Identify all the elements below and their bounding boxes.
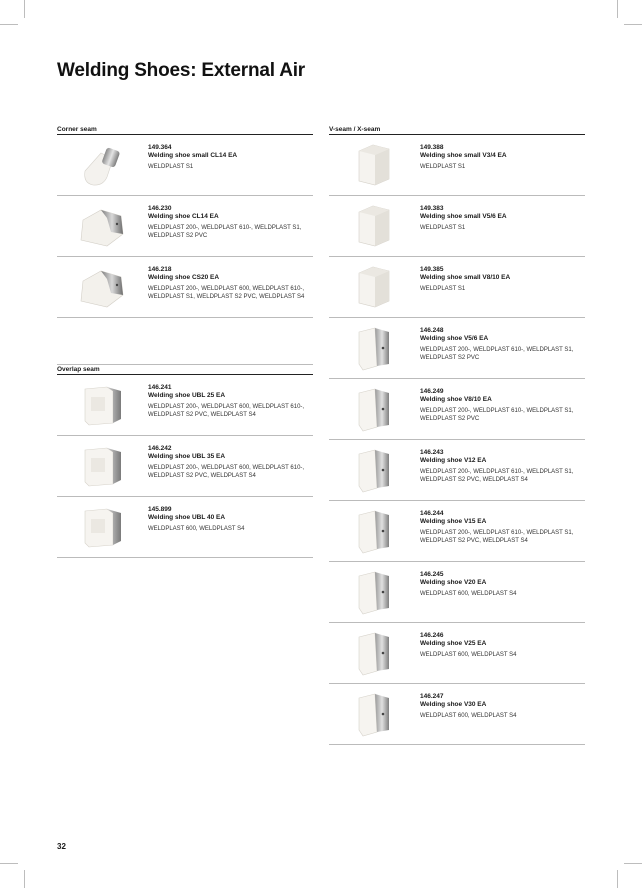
product-row <box>329 379 585 440</box>
cube-shoe-icon <box>349 263 399 311</box>
crop-mark <box>624 24 642 25</box>
product-row <box>329 440 585 501</box>
section-heading-corner-seam: Corner seam <box>57 125 313 135</box>
product-name: Welding shoe V25 EA <box>420 640 487 647</box>
product-image <box>77 442 127 490</box>
product-image <box>349 690 399 738</box>
product-row <box>57 436 313 497</box>
product-compatibility: WELDPLAST 200-, WELDPLAST 610-, WELDPLAST S1, WELDPLAST S2 PVC <box>148 225 302 239</box>
product-row <box>329 623 585 684</box>
product-row <box>329 257 585 318</box>
product-code: 146.243 <box>420 449 444 456</box>
product-code: 149.385 <box>420 266 444 273</box>
product-code: 146.247 <box>420 693 444 700</box>
product-image <box>349 263 399 311</box>
product-compatibility: WELDPLAST 600, WELDPLAST S4 <box>420 713 517 719</box>
product-name: Welding shoe UBL 25 EA <box>148 392 226 399</box>
product-name: Welding shoe small V3/4 EA <box>420 152 507 159</box>
product-name: Welding shoe CS20 EA <box>148 274 220 281</box>
section-spacer <box>57 318 313 365</box>
product-row <box>329 562 585 623</box>
v-shoe-icon <box>349 385 399 433</box>
product-image <box>349 629 399 677</box>
product-compatibility: WELDPLAST 200-, WELDPLAST 610-, WELDPLAST S1, WELDPLAST S2 PVC <box>420 408 574 422</box>
product-code: 146.230 <box>148 205 172 212</box>
round-nozzle-icon <box>77 141 127 189</box>
v-shoe-icon <box>349 629 399 677</box>
product-code: 146.241 <box>148 384 172 391</box>
product-info <box>420 144 585 171</box>
product-info <box>148 205 313 240</box>
product-compatibility: WELDPLAST 200-, WELDPLAST 610-, WELDPLAST S1, WELDPLAST S2 PVC, WELDPLAST S4 <box>420 530 574 544</box>
product-code: 146.248 <box>420 327 444 334</box>
product-row <box>329 501 585 562</box>
product-code: 149.388 <box>420 144 444 151</box>
product-info <box>420 327 585 362</box>
product-image <box>349 324 399 372</box>
product-image <box>349 446 399 494</box>
product-name: Welding shoe V15 EA <box>420 518 487 525</box>
product-row <box>329 196 585 257</box>
wedge-shoe-icon <box>77 202 127 250</box>
product-row <box>57 196 313 257</box>
product-compatibility: WELDPLAST 600, WELDPLAST S4 <box>420 591 517 597</box>
product-code: 149.364 <box>148 144 172 151</box>
product-compatibility: WELDPLAST S1 <box>420 286 466 292</box>
cube-shoe-icon <box>349 202 399 250</box>
product-image <box>349 568 399 616</box>
product-info <box>148 506 313 533</box>
product-name: Welding shoe V8/10 EA <box>420 396 492 403</box>
crop-mark <box>0 24 18 25</box>
crop-mark <box>617 0 618 18</box>
product-compatibility: WELDPLAST 200-, WELDPLAST 600, WELDPLAST 610-, WELDPLAST S2 PVC, WELDPLAST S4 <box>148 404 305 418</box>
product-compatibility: WELDPLAST S1 <box>148 164 194 170</box>
product-info <box>420 205 585 232</box>
product-name: Welding shoe V5/6 EA <box>420 335 489 342</box>
product-name: Welding shoe UBL 40 EA <box>148 514 226 521</box>
product-row <box>329 318 585 379</box>
product-image <box>349 385 399 433</box>
product-info <box>148 144 313 171</box>
product-name: Welding shoe V20 EA <box>420 579 487 586</box>
product-image <box>77 263 127 311</box>
section-heading-v-seam: V-seam / X-seam <box>329 125 585 135</box>
v-shoe-icon <box>349 446 399 494</box>
product-info <box>420 510 585 545</box>
corner-seam-list <box>57 135 313 318</box>
v-shoe-icon <box>349 690 399 738</box>
overlap-seam-list <box>57 375 313 558</box>
product-image <box>77 503 127 551</box>
product-code: 149.383 <box>420 205 444 212</box>
block-shoe-icon <box>77 442 127 490</box>
product-row <box>57 257 313 318</box>
product-info <box>420 693 585 720</box>
product-info <box>148 384 313 419</box>
product-row <box>57 497 313 558</box>
product-row <box>329 135 585 196</box>
product-image <box>77 202 127 250</box>
page-title: Welding Shoes: External Air <box>57 60 305 81</box>
product-code: 146.245 <box>420 571 444 578</box>
right-column <box>329 125 585 745</box>
left-column <box>57 125 313 558</box>
product-name: Welding shoe small CL14 EA <box>148 152 238 159</box>
product-compatibility: WELDPLAST 600, WELDPLAST S4 <box>420 652 517 658</box>
product-info <box>420 266 585 293</box>
product-row <box>57 375 313 436</box>
product-row <box>57 135 313 196</box>
v-shoe-icon <box>349 324 399 372</box>
product-info <box>148 445 313 480</box>
crop-mark <box>24 0 25 18</box>
product-info <box>420 571 585 598</box>
wedge-shoe-icon <box>77 263 127 311</box>
product-compatibility: WELDPLAST S1 <box>420 164 466 170</box>
crop-mark <box>624 863 642 864</box>
product-name: Welding shoe V12 EA <box>420 457 487 464</box>
crop-mark <box>617 870 618 888</box>
product-image <box>77 381 127 429</box>
product-compatibility: WELDPLAST S1 <box>420 225 466 231</box>
product-code: 146.218 <box>148 266 172 273</box>
page-number: 32 <box>57 842 66 851</box>
product-code: 146.242 <box>148 445 172 452</box>
section-heading-overlap-seam: Overlap seam <box>57 365 313 375</box>
product-info <box>420 632 585 659</box>
product-image <box>349 202 399 250</box>
v-shoe-icon <box>349 568 399 616</box>
crop-mark <box>24 870 25 888</box>
product-row <box>329 684 585 745</box>
product-image <box>349 507 399 555</box>
product-info <box>420 449 585 484</box>
product-compatibility: WELDPLAST 200-, WELDPLAST 610-, WELDPLAST S1, WELDPLAST S2 PVC <box>420 347 574 361</box>
product-code: 146.246 <box>420 632 444 639</box>
product-name: Welding shoe V30 EA <box>420 701 487 708</box>
product-image <box>349 141 399 189</box>
crop-mark <box>0 863 18 864</box>
product-compatibility: WELDPLAST 200-, WELDPLAST 600, WELDPLAST 610-, WELDPLAST S1, WELDPLAST S2 PVC, WELDPLAST S4 <box>148 286 305 300</box>
cube-shoe-icon <box>349 141 399 189</box>
product-name: Welding shoe UBL 35 EA <box>148 453 226 460</box>
product-name: Welding shoe small V5/6 EA <box>420 213 507 220</box>
v-seam-list <box>329 135 585 745</box>
product-info <box>148 266 313 301</box>
product-image <box>77 141 127 189</box>
block-shoe-icon <box>77 503 127 551</box>
product-compatibility: WELDPLAST 600, WELDPLAST S4 <box>148 526 245 532</box>
product-compatibility: WELDPLAST 200-, WELDPLAST 610-, WELDPLAST S1, WELDPLAST S2 PVC, WELDPLAST S4 <box>420 469 574 483</box>
product-name: Welding shoe small V8/10 EA <box>420 274 511 281</box>
product-code: 145.899 <box>148 506 172 513</box>
product-code: 146.249 <box>420 388 444 395</box>
product-info <box>420 388 585 423</box>
product-name: Welding shoe CL14 EA <box>148 213 219 220</box>
v-shoe-icon <box>349 507 399 555</box>
block-shoe-icon <box>77 381 127 429</box>
product-compatibility: WELDPLAST 200-, WELDPLAST 600, WELDPLAST 610-, WELDPLAST S2 PVC, WELDPLAST S4 <box>148 465 305 479</box>
product-code: 146.244 <box>420 510 444 517</box>
